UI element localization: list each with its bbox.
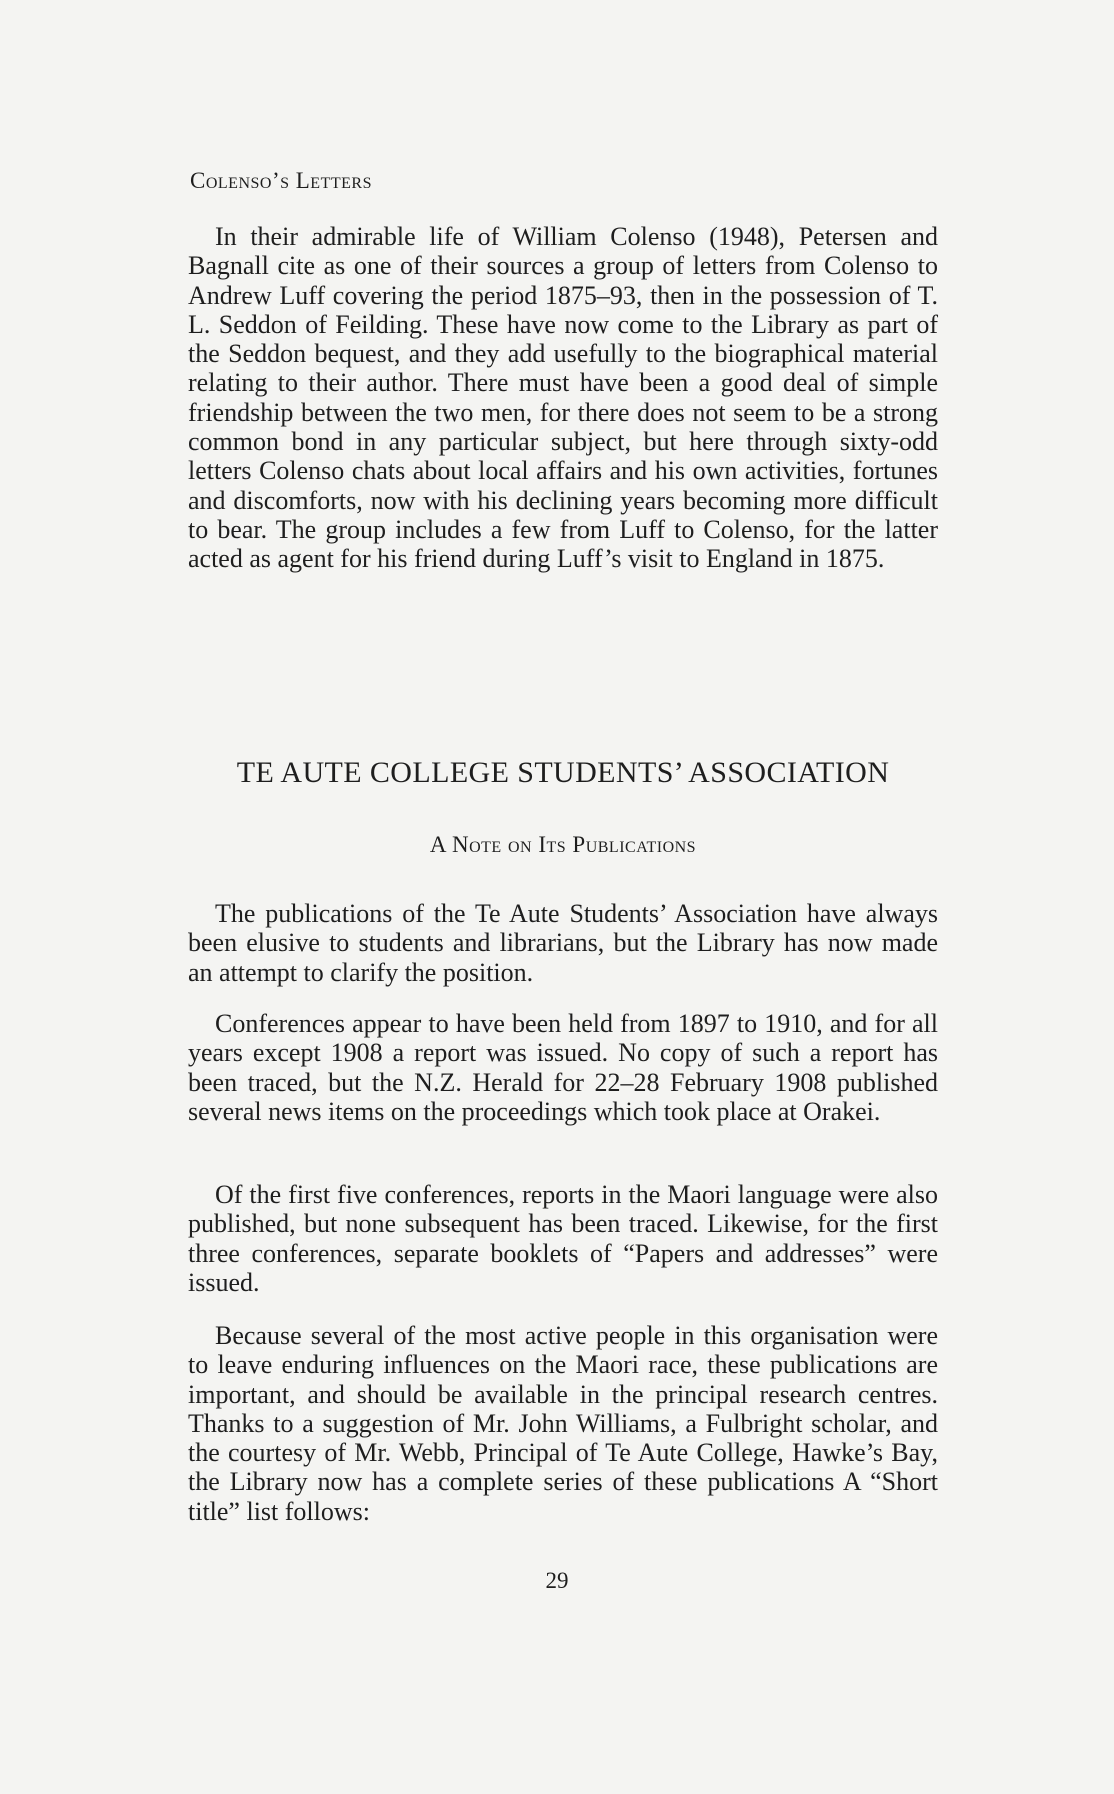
publications-note-subtitle: A Note on Its Publications: [429, 832, 697, 857]
te-aute-paragraph-2: Conferences appear to have been held from 1897 to 1910, and for all years except 1908 a report was issued. No copy of such a report has been traced, but the N.Z. Herald for 22–28 February 1908 published several news items on the proceedings which took place at Orakei.: [188, 1009, 938, 1126]
te-aute-paragraph-3: Of the first five conferences, reports in the Maori language were also published, but none subsequent has been traced. Likewise, for the first three conferences, separate booklets of “Papers and addresses” were issued.: [188, 1180, 938, 1297]
te-aute-paragraph-1: The publications of the Te Aute Students’ Association have always been elusive to students and librarians, but the Library has now made an attempt to clarify the position.: [188, 899, 938, 987]
te-aute-association-title: TE AUTE COLLEGE STUDENTS’ ASSOCIATION: [236, 756, 890, 789]
colenso-letters-heading: Colenso’s Letters: [190, 168, 372, 193]
page-number: 29: [545, 1568, 569, 1593]
colenso-letters-paragraph: In their admirable life of William Colenso (1948), Petersen and Bagnall cite as one of their sources a group of letters from Colenso to Andrew Luff covering the period 1875–93, then in the possession of T. L. Seddon of Feilding. These have now come to the Library as part of the Seddon bequest, and they add usefully to the biographical material relating to their author. There must have been a good deal of simple friendship between the two men, for there does not seem to be a strong common bond in any particular subject, but here through sixty-odd letters Colenso chats about local affairs and his own activities, fortunes and discomforts, now with his declining years becoming more difficult to bear. The group includes a few from Luff to Colenso, for the latter acted as agent for his friend during Luff’s visit to England in 1875.: [188, 222, 938, 574]
te-aute-paragraph-4: Because several of the most active people in this organisation were to leave enduring influences on the Maori race, these publications are important, and should be available in the principal research centres. Thanks to a suggestion of Mr. John Williams, a Fulbright scholar, and the courtesy of Mr. Webb, Principal of Te Aute College, Hawke’s Bay, the Library now has a complete series of these publications A “Short title” list follows:: [188, 1321, 938, 1526]
